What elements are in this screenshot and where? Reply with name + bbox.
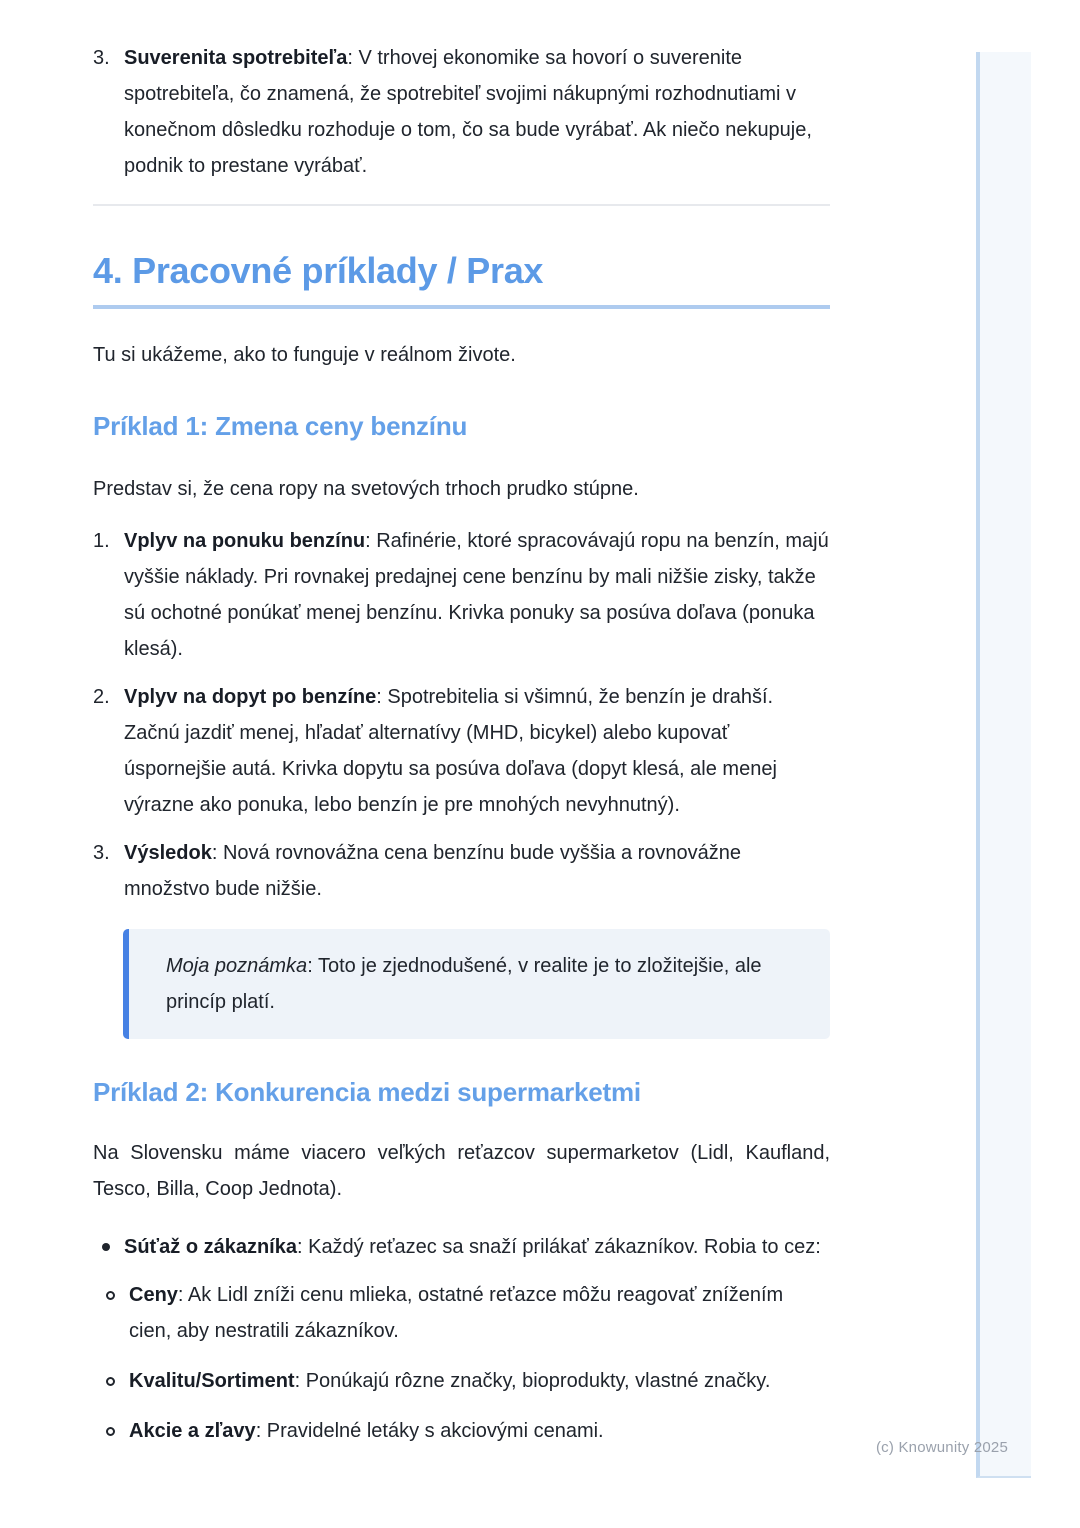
note-lead: Moja poznámka	[166, 955, 308, 977]
list-item-text	[124, 40, 830, 184]
list-item-text	[124, 523, 830, 667]
list-item-text	[124, 835, 830, 907]
list-number: 1.	[93, 530, 110, 552]
list-item-text	[124, 1229, 830, 1265]
list-item-body: : Ponúkajú rôzne značky, bioprodukty, vlastné značky.	[294, 1370, 771, 1392]
example-2-title: Príklad 2: Konkurencia medzi supermarketmi	[93, 1077, 641, 1107]
list-item-body: : Pravidelné letáky s akciovými cenami.	[255, 1420, 604, 1442]
note-body: : Toto je zjednodušené, v realite je to zložitejšie, ale princíp platí.	[166, 955, 762, 1013]
list-item-body: : Každý reťazec sa snaží prilákať zákazníkov. Robia to cez:	[296, 1236, 821, 1258]
numbered-item-consumer-sovereignty	[93, 40, 830, 184]
section-divider	[93, 204, 830, 206]
personal-note-callout	[123, 929, 830, 1039]
example-1-intro: Predstav si, že cena ropy na svetových trhoch prudko stúpne.	[93, 478, 639, 500]
circle-bullet-icon	[93, 1277, 129, 1313]
example-1-list	[93, 523, 830, 907]
example-2-intro: Na Slovensku máme viacero veľkých reťazcov supermarketov (Lidl, Kaufland, Tesco, Billa, Coop Jednota).	[93, 1142, 830, 1200]
list-item-lead: Suverenita spotrebiteľa	[124, 47, 348, 69]
example-2-list	[93, 1229, 830, 1449]
list-item-text	[129, 1363, 830, 1399]
bullet-marker-icon	[93, 1229, 124, 1265]
list-item-text	[129, 1413, 830, 1449]
sub-bullet-item-quality	[93, 1363, 830, 1399]
list-number: 3.	[93, 842, 110, 864]
list-item-lead: Vplyv na dopyt po benzíne	[124, 686, 377, 708]
circle-bullet-icon	[93, 1363, 129, 1399]
document-content	[93, 40, 830, 1463]
page-edge-panel	[976, 52, 1031, 1478]
numbered-item-result	[93, 835, 830, 907]
numbered-item-demand	[93, 679, 830, 823]
circle-bullet-icon	[93, 1413, 129, 1449]
list-item-lead: Ceny	[129, 1284, 178, 1306]
list-item-lead: Akcie a zľavy	[129, 1420, 256, 1442]
example-2-sublist	[93, 1277, 830, 1449]
list-item-lead: Výsledok	[124, 842, 212, 864]
list-item-body: : V trhovej ekonomike sa hovorí o suverenite spotrebiteľa, čo znamená, že spotrebiteľ svojimi nákupnými rozhodnutiami v konečnom dôsledku rozhoduje o tom, čo sa bude vyrábať. Ak niečo nekupuje, podnik to prestane vyrábať.	[124, 47, 812, 177]
list-item-body: : Nová rovnovážna cena benzínu bude vyššia a rovnovážne množstvo bude nižšie.	[124, 842, 742, 900]
section-4-title: 4. Pracovné príklady / Prax	[93, 250, 830, 309]
list-item-lead: Súťaž o zákazníka	[124, 1236, 297, 1258]
numbered-item-supply	[93, 523, 830, 667]
list-item-body: : Spotrebitelia si všimnú, že benzín je drahší. Začnú jazdiť menej, hľadať alternatívy (MHD, bicykel) alebo kupovať úspornejšie autá. Krivka dopytu sa posúva doľava (dopyt klesá, ale menej výrazne ako ponuka, lebo benzín je pre mnohých nevyhnutný).	[124, 686, 777, 816]
list-item-lead: Kvalitu/Sortiment	[129, 1370, 295, 1392]
list-number: 3.	[93, 47, 110, 69]
sub-bullet-item-prices	[93, 1277, 830, 1349]
example-1-title: Príklad 1: Zmena ceny benzínu	[93, 411, 468, 441]
section-4-intro: Tu si ukážeme, ako to funguje v reálnom živote.	[93, 344, 516, 366]
list-number: 2.	[93, 686, 110, 708]
bullet-item-competition	[93, 1229, 830, 1265]
list-item-lead: Vplyv na ponuku benzínu	[124, 530, 366, 552]
list-item-text	[129, 1277, 830, 1349]
list-item-body: : Rafinérie, ktoré spracovávajú ropu na benzín, majú vyššie náklady. Pri rovnakej predajnej cene benzínu by mali nižšie zisky, takže sú ochotné ponúkať menej benzínu. Krivka ponuky sa posúva doľava (ponuka klesá).	[124, 530, 829, 660]
copyright-watermark: (c) Knowunity 2025	[875, 1439, 1008, 1456]
list-item-text	[124, 679, 830, 823]
sub-bullet-item-sales	[93, 1413, 830, 1449]
list-item-body: : Ak Lidl zníži cenu mlieka, ostatné reťazce môžu reagovať znížením cien, aby nestratili zákazníkov.	[129, 1284, 784, 1342]
